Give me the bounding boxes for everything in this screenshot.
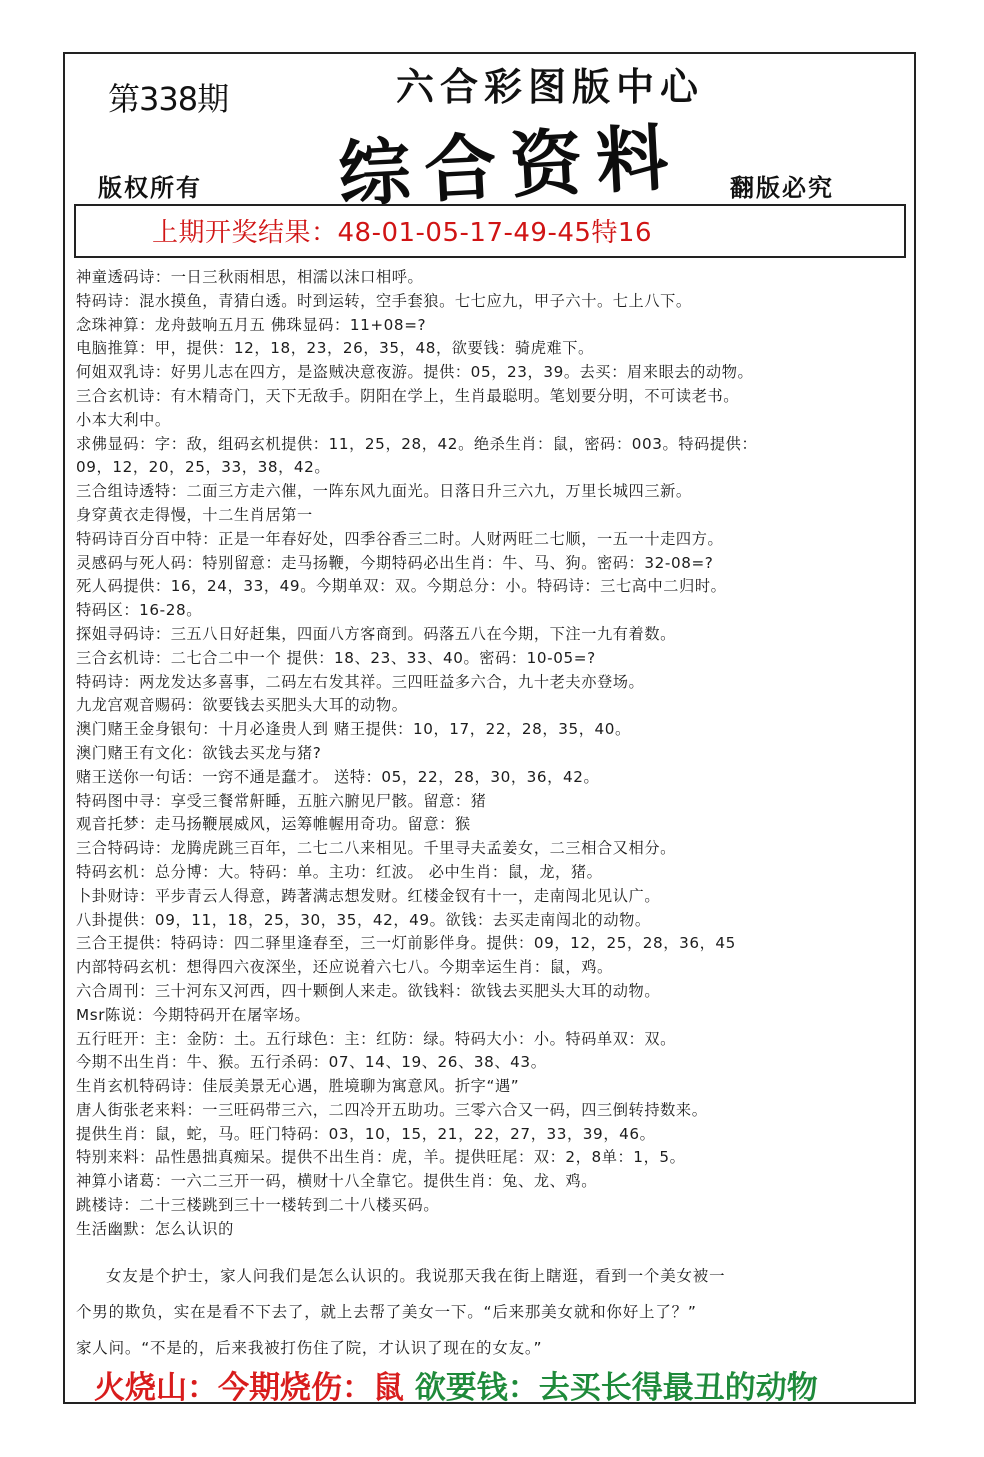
copyright-label: 版权所有 [98,173,202,202]
info-line: 内部特码玄机：想得四六夜深坐，还应说着六七八。今期幸运生肖：鼠，鸡。 [76,958,613,977]
info-line: 跳楼诗：二十三楼跳到三十一楼转到二十八楼买码。 [76,1196,440,1215]
info-line: 三合特码诗：龙腾虎跳三百年，二七二八来相见。千里寻夫孟姜女，二三相合又相分。 [76,839,676,858]
info-line: 八卦提供：09，11，18，25，30，35，42，49。欲钱：去买走南闯北的动物。 [76,910,651,929]
info-line: 特码图中寻：享受三餐常鼾睡，五脏六腑见尸骸。留意：猪 [76,791,487,810]
info-line: 神算小诸葛：一六二三开一码，横财十八全靠它。提供生肖：兔、龙、鸡。 [76,1172,597,1191]
info-line: 特码区：16-28。 [76,601,203,620]
info-line: 三合王提供：特码诗：四二驿里逢春至，三一灯前影伴身。提供：09，12，25，28，36，45 [76,934,736,953]
last-draw-result: 上期开奖结果：48-01-05-17-49-45特16 [152,218,652,248]
info-line: 生肖玄机特码诗：佳辰美景无心遇，胜境聊为寓意风。折字“遇” [76,1077,520,1096]
info-line: 六合周刊：三十河东又河西，四十颗倒人来走。欲钱料：欲钱去买肥头大耳的动物。 [76,981,661,1000]
info-line: 灵感码与死人码：特别留意：走马扬鞭，今期特码必出生肖：牛、马、狗。密码：32-08=? [76,553,714,572]
footer-red-text: 火烧山：今期烧伤：鼠 [94,1370,404,1406]
info-line: 提供生肖：鼠，蛇，马。旺门特码：03，10，15，21，22，27，33，39，46。 [76,1124,656,1143]
info-line: 神童透码诗：一日三秋雨相思，相濡以沫口相呼。 [76,268,424,286]
info-line: 澳门赌王金身银句：十月必逢贵人到 赌王提供：10，17，22，28，35，40。 [76,720,631,739]
info-line: 特码玄机：总分博：大。特码：单。主功：红波。 必中生肖：鼠，龙，猪。 [76,862,603,881]
story-line: 家人问。“不是的，后来我被打伤住了院，才认识了现在的女友。” [76,1339,543,1357]
info-line: 特码诗：两龙发达多喜事，二码左右发其祥。三四旺益多六合，九十老夫亦登场。 [76,672,645,691]
info-line: 卜卦财诗：平步青云人得意，踌著满志想发财。红楼金钗有十一，走南闯北见认广。 [76,886,661,905]
info-line: 澳门赌王有文化：欲钱去买龙与猪? [76,743,322,762]
info-line: 观音托梦：走马扬鞭展威风，运筹帷幄用奇功。留意：猴 [76,815,471,834]
info-line: 唐人街张老来料：一三旺码带三六，二四冷开五助功。三零六合又一码，四三倒转持数来。 [76,1100,708,1119]
info-line: 三合玄机诗：二七合二中一个 提供：18、23、33、40。密码：10-05=? [76,648,596,667]
info-lines [76,266,906,1242]
story-line: 个男的欺负，实在是看不下去了，就上去帮了美女一下。“后来那美女就和你好上了？” [76,1303,697,1321]
info-line: 五行旺开：主：金防：土。五行球色：主：红防：绿。特码大小：小。特码单双：双。 [76,1029,676,1048]
info-line: 赌王送你一句话：一窍不通是蠢才。 送特：05，22，28，30，36，42。 [76,767,600,786]
info-line: 特码诗：混水摸鱼，青猜白透。时到运转，空手套狼。七七应九，甲子六十。七上八下。 [76,291,692,310]
info-line: 身穿黄衣走得慢，十二生肖居第一 [76,505,313,524]
no-reprint-label: 翻版必究 [730,173,834,202]
info-line: 三合组诗透特：二面三方走六催，一阵东风九面光。日落日升三六九，万里长城四三新。 [76,482,692,501]
main-title: 综合资料 [336,114,685,217]
center-title: 六合彩图版中心 [395,64,704,109]
footer-banner [94,1362,818,1407]
info-line: 今期不出生肖：牛、猴。五行杀码：07、14、19、26、38、43。 [76,1053,547,1072]
info-line: 特别来料：品性愚拙真痴呆。提供不出生肖：虎，羊。提供旺尾：双：2，8单：1，5。 [76,1148,686,1167]
info-line: 死人码提供：16，24，33，49。今期单双：双。今期总分：小。特码诗：三七高中二归时。 [76,577,727,596]
footer-green-text: 欲要钱：去买长得最丑的动物 [414,1370,818,1406]
info-line: Msr陈说：今期特码开在屠宰场。 [76,1005,311,1024]
info-line: 九龙宫观音赐码：欲要钱去买肥头大耳的动物。 [76,696,408,715]
info-line: 特码诗百分百中特：正是一年春好处，四季谷香三二时。人财两旺二七顺，一五一十走四方。 [76,529,724,548]
issue-number: 第338期 [108,80,229,118]
info-line: 09，12，20，25，33，38，42。 [76,458,331,477]
info-line: 探姐寻码诗：三五八日好赶集，四面八方客商到。码落五八在今期，下注一九有着数。 [76,624,676,643]
info-line: 念珠神算：龙舟鼓响五月五 佛珠显码：11+08=? [76,315,427,334]
humor-story [76,1258,906,1366]
info-line: 何姐双乳诗：好男儿志在四方，是盗贼决意夜游。提供：05，23，39。去买：眉来眼去的动物。 [76,363,754,382]
info-line: 小本大利中。 [76,410,171,429]
info-line: 生活幽默：怎么认识的 [76,1219,234,1238]
story-line: 女友是个护士，家人问我们是怎么认识的。我说那天我在街上瞎逛，看到一个美女被一 [106,1267,726,1285]
info-line: 求佛显码：字：敌，组码玄机提供：11，25，28，42。绝杀生肖：鼠，密码：003。特码提供： [76,434,758,453]
info-line: 电脑推算：甲，提供：12，18，23，26，35，48，欲要钱：骑虎难下。 [76,339,594,358]
info-line: 三合玄机诗：有木精奇门，天下无敌手。阴阳在学上，生肖最聪明。笔划要分明，不可读老书。 [76,386,740,405]
